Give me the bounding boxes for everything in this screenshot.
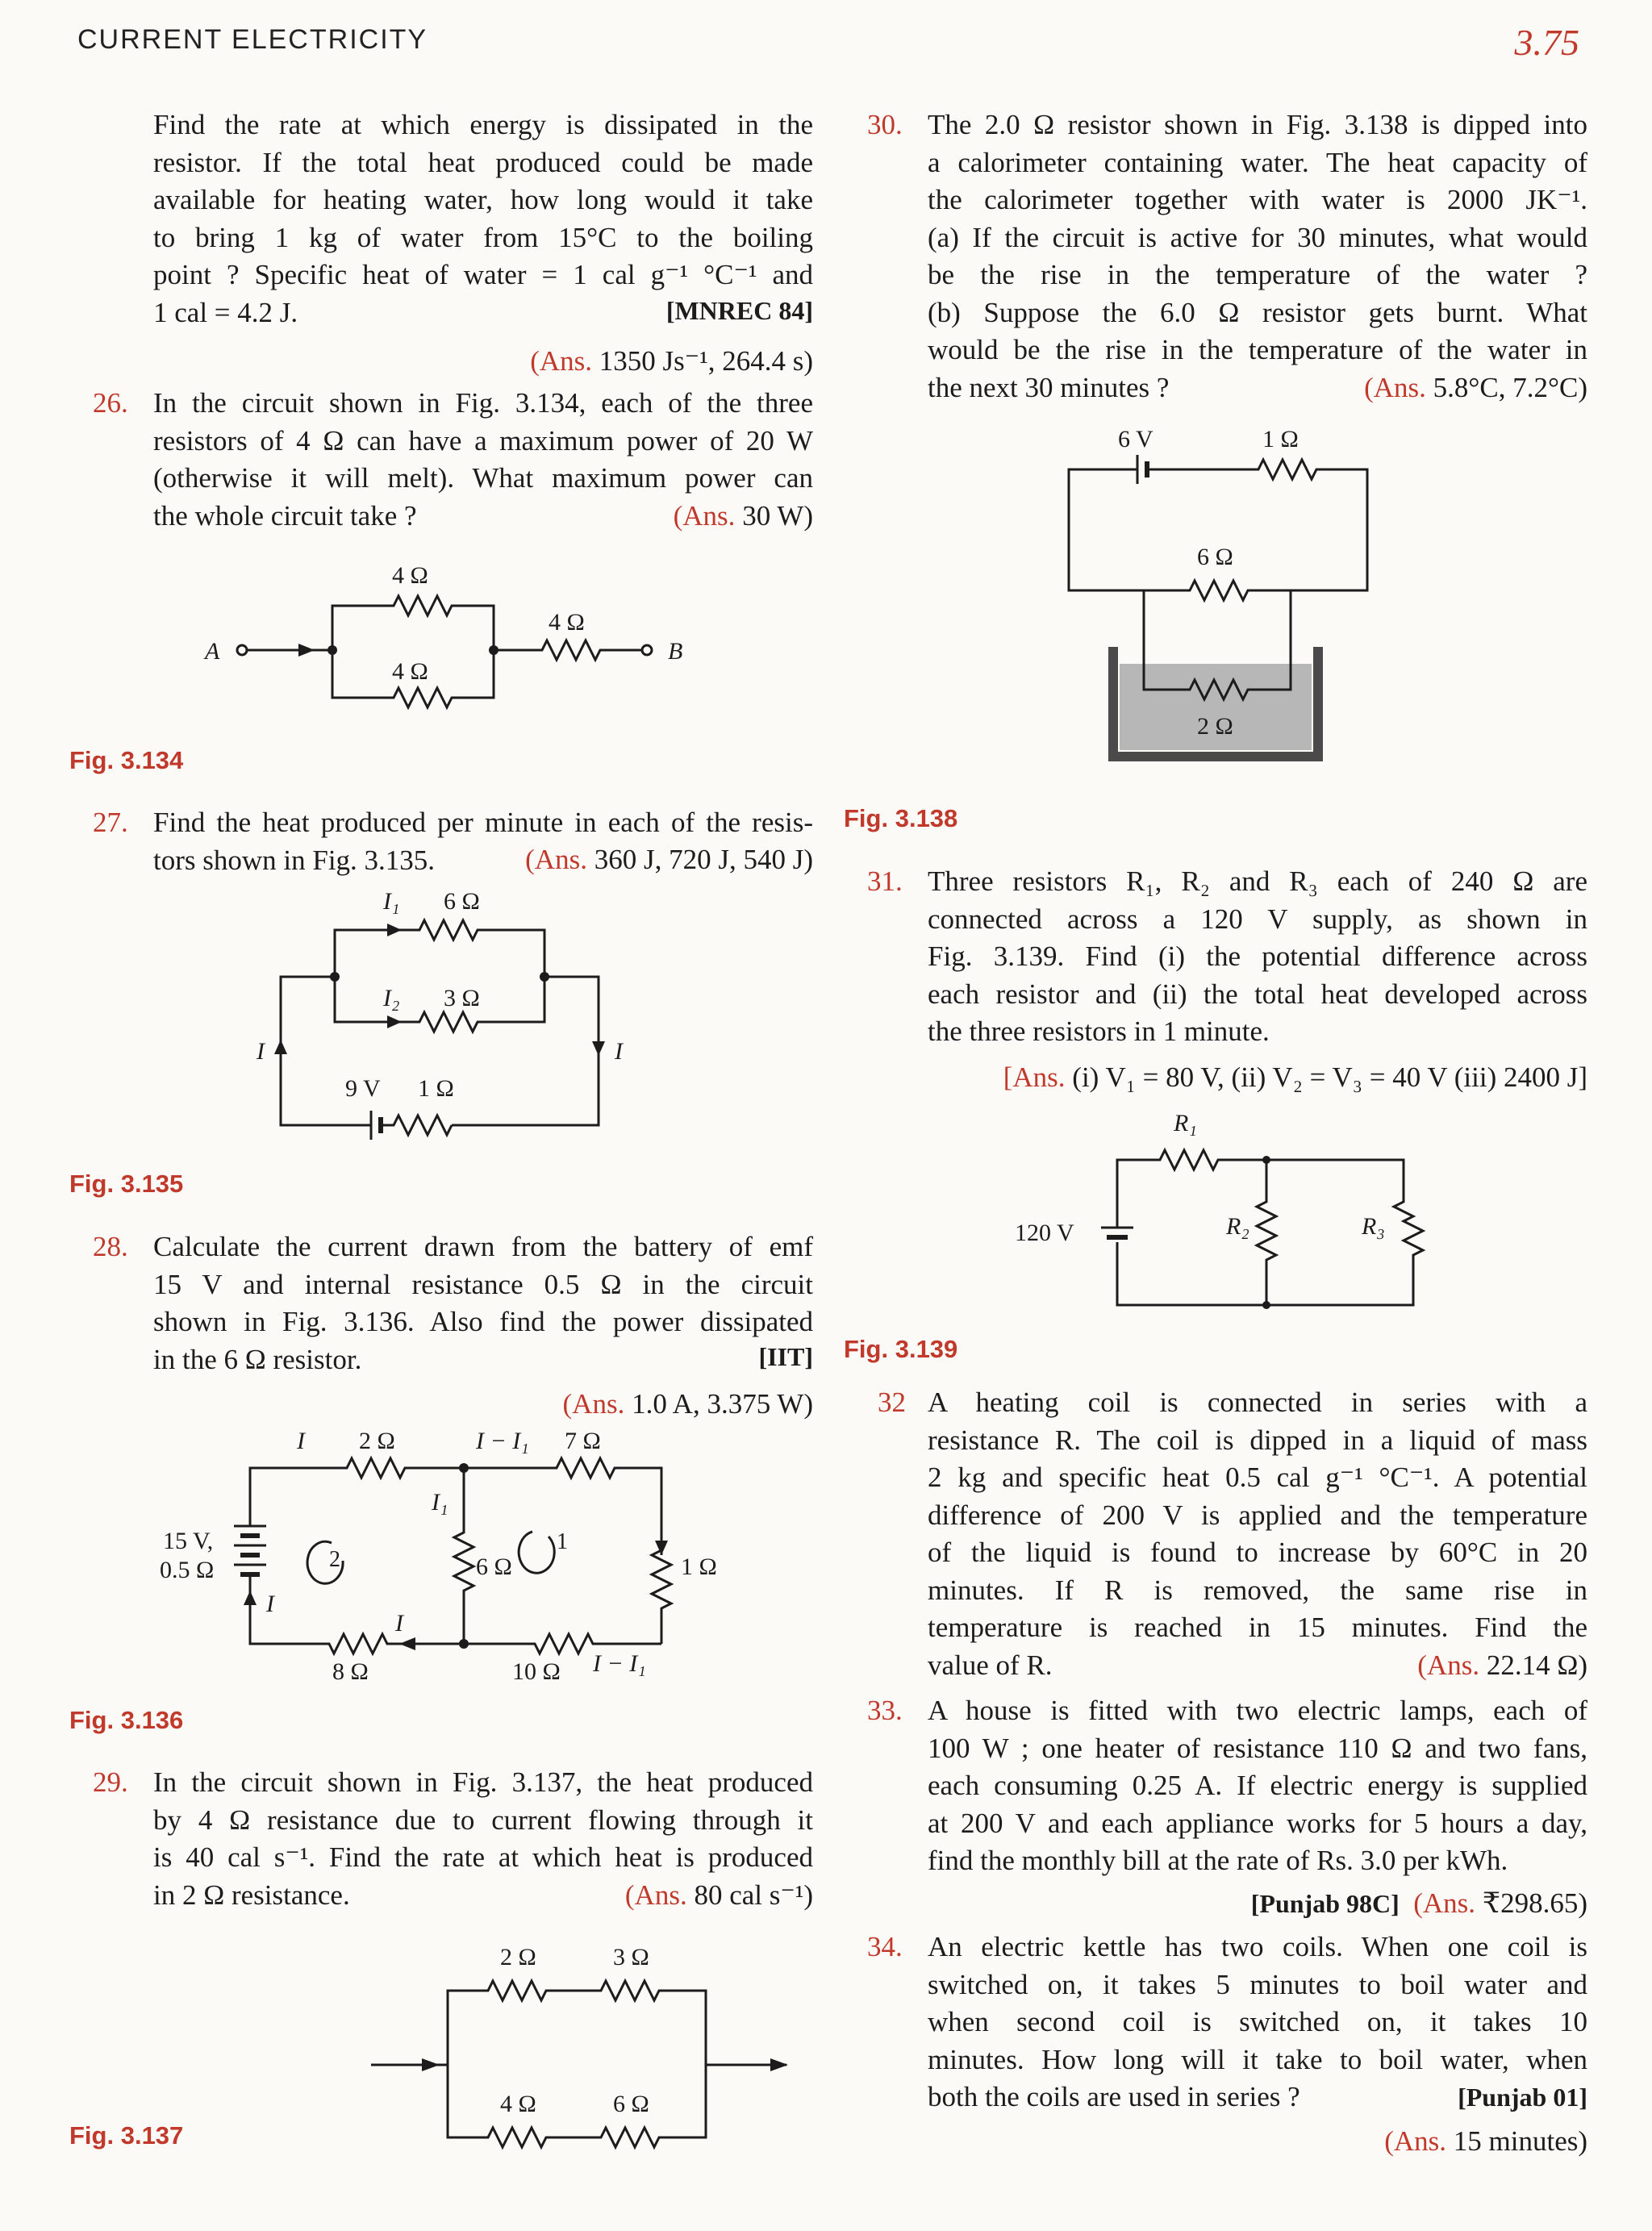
fig-3-136-caption: Fig. 3.136 — [69, 1706, 184, 1734]
circuit-fig-3-137 — [367, 1936, 803, 2162]
label-6v: 6 V — [1118, 426, 1153, 452]
q28-answer: (Ans. 1.0 A, 3.375 W) — [562, 1388, 813, 1420]
q32-text: A heating coil is connected in series with a resistance R. The coil is dipped in a liquid of mass 2 kg and specific heat 0.5 cal g⁻¹ °C⁻¹. A potential difference of 200 V is applied and the temperature of the liquid is found to increase by 60°C in 20 minutes. If R is removed, the same rise in temperature is reached in 15 minutes. Find the value of R. — [928, 1387, 1587, 1681]
top-branch-2ohm-3ohm — [448, 1981, 706, 2065]
label-3ohm: 3 Ω — [444, 985, 480, 1011]
q27-text: Find the heat produced per minute in each of the resis- tors shown in Fig. 3.135. — [153, 807, 813, 876]
resistor-6ohm — [454, 1468, 473, 1644]
label-i-left: I — [257, 1038, 265, 1065]
fig-3-134-caption: Fig. 3.134 — [69, 746, 184, 774]
q30-number: 30. — [867, 109, 903, 140]
label-4ohm: 4 Ω — [500, 2091, 536, 2117]
q33-text: A house is fitted with two electric lamps, each of 100 W ; one heater of resistance 110 Ω and two fans, each consuming 0.25 A. If electric energy is supplied at 200 V and each appliance works for 5 hours a day, find the monthly bill at the rate of Rs. 3.0 per kWh. — [928, 1695, 1587, 1876]
label-loop-2: 2 — [329, 1547, 340, 1572]
resistor-1ohm — [652, 1541, 671, 1644]
resistor-top-4ohm — [332, 596, 494, 650]
circuit-fig-3-139 — [1016, 1105, 1436, 1315]
label-8ohm: 8 Ω — [332, 1658, 369, 1685]
q31-number: 31. — [867, 865, 903, 897]
label-2ohm: 2 Ω — [1197, 713, 1233, 740]
q33-number: 33. — [867, 1695, 903, 1726]
fig-3-135-caption: Fig. 3.135 — [69, 1170, 184, 1198]
label-6ohm: 6 Ω — [1197, 544, 1233, 570]
resistor-6ohm — [1144, 581, 1291, 600]
circuit-fig-3-138 — [1057, 419, 1379, 774]
label-r-bottom: 4 Ω — [392, 658, 428, 685]
fig-3-137-caption: Fig. 3.137 — [69, 2121, 184, 2150]
chapter-title: CURRENT ELECTRICITY — [77, 24, 428, 55]
q28-ref: [IIT] — [758, 1342, 813, 1371]
battery-120v — [1101, 1228, 1133, 1237]
label-i-minus-i1: I − I₁ — [476, 1428, 529, 1454]
label-loop-1: 1 — [557, 1529, 568, 1554]
label-0-5ohm: 0.5 Ω — [160, 1557, 215, 1583]
label-7ohm: 7 Ω — [565, 1428, 601, 1454]
label-a: A — [205, 638, 220, 665]
bottom-branch — [250, 1581, 661, 1653]
bottom-branch-4ohm-6ohm — [448, 2065, 706, 2147]
label-1ohm: 1 Ω — [1262, 426, 1299, 452]
label-1ohm: 1 Ω — [681, 1553, 717, 1580]
label-i-top: I — [297, 1428, 305, 1454]
label-i-minus-i1-bottom: I − I₁ — [593, 1650, 646, 1677]
q27-answer: (Ans. 360 J, 720 J, 540 J) — [525, 844, 813, 875]
label-3ohm: 3 Ω — [613, 1944, 649, 1970]
label-9v: 9 V — [345, 1075, 381, 1102]
label-b: B — [668, 638, 683, 665]
resistor-series-4ohm — [494, 640, 642, 660]
q27-number: 27. — [93, 807, 128, 838]
resistor-6ohm — [335, 920, 544, 977]
circuit-fig-3-134 — [194, 553, 694, 730]
label-10ohm: 10 Ω — [512, 1658, 561, 1685]
label-i1: I₁ — [432, 1489, 448, 1516]
label-1ohm: 1 Ω — [418, 1075, 454, 1102]
circuit-fig-3-136 — [153, 1420, 734, 1686]
q29-number: 29. — [93, 1766, 128, 1798]
label-r-series: 4 Ω — [549, 609, 585, 636]
loop-1-arrow — [519, 1532, 554, 1573]
q30-text: The 2.0 Ω resistor shown in Fig. 3.138 is dipped into a calorimeter containing water. The heat capacity of the calorimeter together with water is 2000 JK⁻¹. (a) If the circuit is active for 30 minutes, what would be the rise in the temperature of the water ? (b) Suppose the 6.0 Ω resistor gets burnt. What would be the rise in the temperature of the water in the next 30 minutes ? — [928, 109, 1587, 403]
label-6ohm: 6 Ω — [444, 888, 480, 915]
q32-number: 32 — [878, 1387, 906, 1418]
label-i-left: I — [266, 1591, 274, 1617]
q31-answer: [Ans. (i) V₁ = 80 V, (ii) V₂ = V₃ = 40 V (iii) 2400 J] — [1003, 1061, 1587, 1093]
circuit-fig-3-135 — [250, 883, 637, 1149]
q34-text: An electric kettle has two coils. When one coil is switched on, it takes 5 minutes to boil water and when second coil is switched on, it takes 10 minutes. How long will it take to boil water, when both the coils are used in series ? — [928, 1931, 1587, 2112]
page-number: 3.75 — [1514, 22, 1579, 63]
fig-3-139-caption: Fig. 3.139 — [844, 1335, 958, 1363]
label-i2: I₂ — [383, 985, 400, 1011]
resistor-3ohm — [335, 977, 544, 1032]
label-2ohm: 2 Ω — [359, 1428, 395, 1454]
label-r2: R₂ — [1226, 1213, 1249, 1240]
q34-answer: (Ans. 15 minutes) — [1384, 2125, 1587, 2157]
label-r-top: 4 Ω — [392, 562, 428, 589]
q26-text: In the circuit shown in Fig. 3.134, each of the three resistors of 4 Ω can have a maximum power of 20 W (otherwise it will melt). What maximum power can the whole circuit take ? — [153, 387, 813, 532]
label-15v: 15 V, — [163, 1528, 214, 1554]
q31-text: Three resistors R₁, R₂ and R₃ each of 240 Ω are connected across a 120 V supply, as shown in Fig. 3.139. Find (i) the potential difference across each resistor and (ii) the total heat developed across the three resistors in 1 minute. — [928, 865, 1587, 1047]
q34-number: 34. — [867, 1931, 903, 1962]
q29-text: In the circuit shown in Fig. 3.137, the heat produced by 4 Ω resistance due to current flowing through it is 40 cal s⁻¹. Find the rate at which heat is produced in 2 Ω resistance. — [153, 1766, 813, 1911]
q33-ref: [Punjab 98C] — [1250, 1889, 1400, 1918]
label-120v: 120 V — [1015, 1220, 1074, 1246]
q28-number: 28. — [93, 1231, 128, 1262]
q26-number: 26. — [93, 387, 128, 419]
q25-ref: [MNREC 84] — [665, 296, 813, 325]
label-r3: R₃ — [1362, 1213, 1385, 1240]
q34-ref: [Punjab 01] — [1458, 2083, 1587, 2112]
q28-text: Calculate the current drawn from the battery of emf 15 V and internal resistance 0.5 Ω in the circuit shown in Fig. 3.136. Also find the power dissipated in the 6 Ω resistor. — [153, 1231, 813, 1375]
label-i-bottom: I — [395, 1610, 403, 1637]
current-arrow — [298, 644, 315, 657]
q25-text: Find the rate at which energy is dissipated in the resistor. If the total heat produced could be made available for heating water, how long would it take to bring 1 kg of water from 15°C to the boiling point ? Specific heat of water = 1 cal g⁻¹ °C⁻¹ and 1 cal = 4.2 J. — [153, 109, 813, 328]
fig-3-138-caption: Fig. 3.138 — [844, 804, 958, 832]
top-branch — [250, 1458, 661, 1541]
label-i-right: I — [615, 1038, 623, 1065]
label-6ohm: 6 Ω — [476, 1553, 512, 1580]
resistor-r2 — [1257, 1160, 1276, 1305]
q32-answer: (Ans. 22.14 Ω) — [1417, 1649, 1587, 1681]
q26-answer: (Ans. 30 W) — [673, 500, 813, 532]
label-i1: I₁ — [383, 888, 400, 915]
label-r1: R₁ — [1174, 1110, 1197, 1136]
label-2ohm: 2 Ω — [500, 1944, 536, 1970]
q30-answer: (Ans. 5.8°C, 7.2°C) — [1364, 372, 1587, 403]
label-6ohm: 6 Ω — [613, 2091, 649, 2117]
q29-answer: (Ans. 80 cal s⁻¹) — [624, 1879, 813, 1911]
terminal-b — [642, 645, 652, 655]
resistor-1ohm — [381, 1116, 452, 1135]
battery-15v — [234, 1526, 266, 1581]
q25-answer: (Ans. 1350 Js⁻¹, 264.4 s) — [530, 345, 813, 377]
q33-answer: [Punjab 98C] (Ans. ₹298.65) — [1250, 1887, 1587, 1919]
terminal-a — [237, 645, 247, 655]
